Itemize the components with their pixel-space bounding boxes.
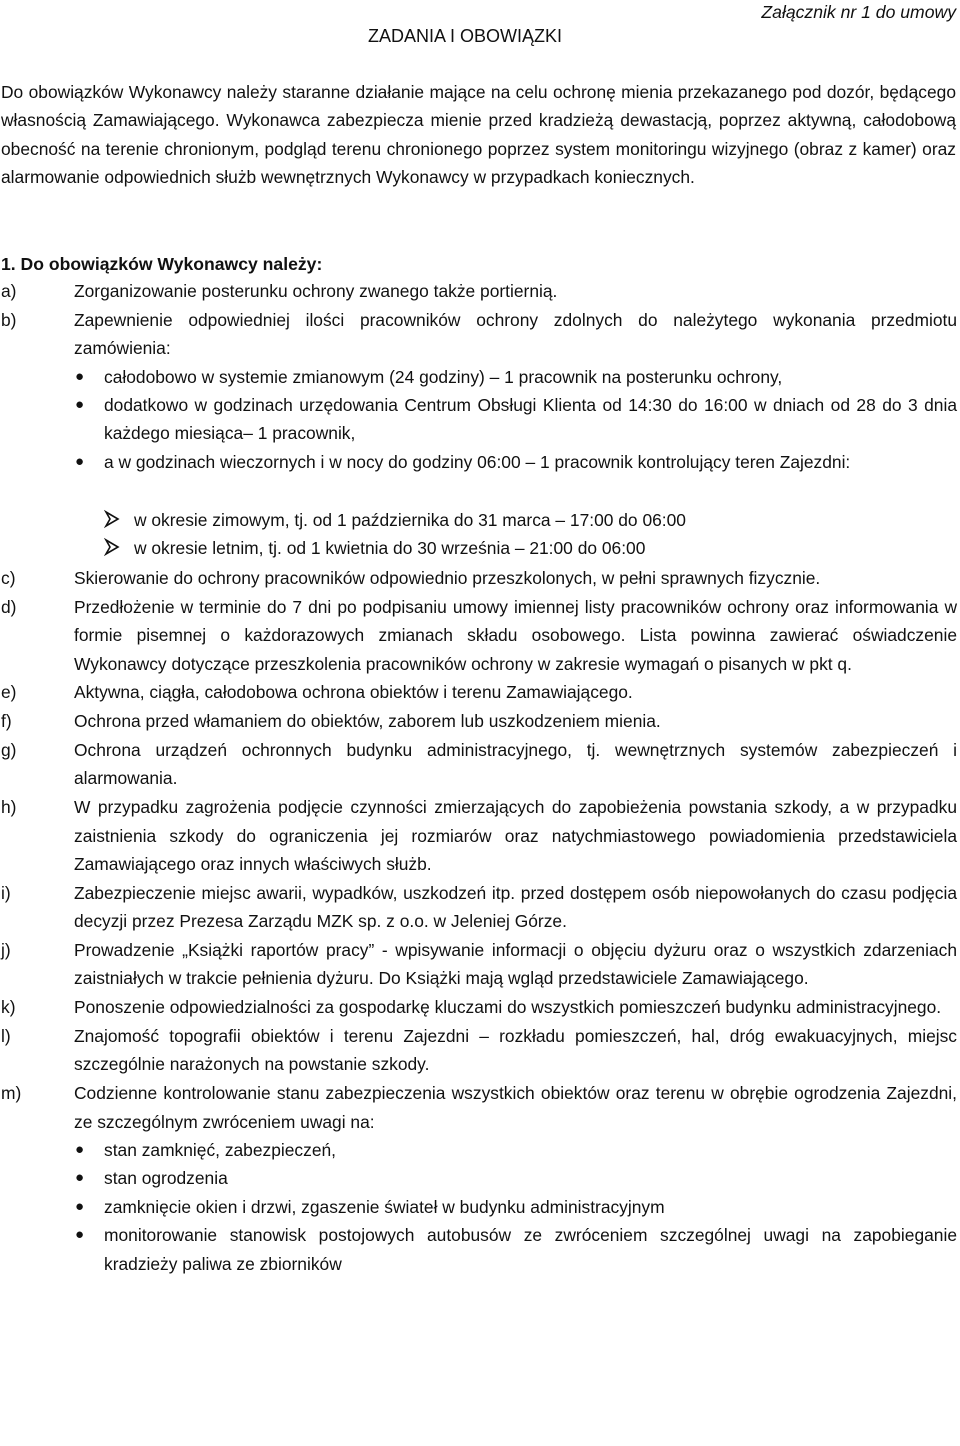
- item-text: Przedłożenie w terminie do 7 dni po podpisaniu umowy imiennej listy pracowników ochrony oraz informowania w formie pisemnej o każdorazowych zmianach składu osobowego. Lista powinna zawierać oświadczenie Wykonawcy dotyczące przeszkolenia pracowników ochrony w zakresie wymagań o pisanych w pkt q.: [74, 596, 957, 674]
- bullet-icon: ●: [75, 367, 85, 385]
- duty-item-j: [0, 936, 957, 993]
- bullet-icon: ●: [75, 1169, 85, 1187]
- bullet-icon: ●: [75, 1197, 85, 1215]
- duty-item-k: [0, 993, 957, 1021]
- duty-item-a: [0, 277, 957, 305]
- item-label: m): [1, 1083, 22, 1104]
- item-text: Znajomość topografii obiektów i terenu Zajezdni – rozkładu pomieszczeń, hal, dróg ewakuacyjnych, miejsc szczególnie narażonych na powstanie szkody.: [74, 1026, 957, 1075]
- arrow-bullet-icon: [104, 506, 120, 534]
- item-label: k): [1, 997, 16, 1018]
- item-label: f): [1, 711, 12, 732]
- item-label: a): [1, 281, 17, 301]
- item-text: Ponoszenie odpowiedzialności za gospodarkę kluczami do wszystkich pomieszczeń budynku administracyjnego.: [74, 997, 942, 1018]
- item-label: e): [1, 682, 17, 703]
- item-label: b): [1, 309, 17, 330]
- bullet-item: ● dodatkowo w godzinach urzędowania Centrum Obsługi Klienta od 14:30 do 16:00 w dniach od 28 do 3 dnia każdego miesiąca– 1 pracownik,: [74, 391, 957, 448]
- item-label: g): [1, 740, 17, 760]
- document-title: ZADANIA I OBOWIĄZKI: [368, 26, 563, 46]
- item-label: c): [1, 568, 16, 588]
- duties-list: [0, 277, 957, 477]
- bullet-icon: ●: [75, 1226, 85, 1244]
- bullet-icon: ●: [75, 1141, 85, 1159]
- item-text: Zorganizowanie posterunku ochrony zwanego także portiernią.: [74, 281, 558, 301]
- bullet-icon: ●: [75, 396, 85, 414]
- item-label: h): [1, 797, 17, 818]
- duty-item-h: [0, 793, 957, 878]
- item-text: Aktywna, ciągła, całodobowa ochrona obiektów i terenu Zamawiającego.: [74, 682, 633, 703]
- arrow-item: w okresie letnim, tj. od 1 kwietnia do 30 września – 21:00 do 06:00: [104, 534, 960, 562]
- bullet-item: ● całodobowo w systemie zmianowym (24 godziny) – 1 pracownik na posterunku ochrony,: [74, 363, 957, 391]
- item-text: Ochrona przed włamaniem do obiektów, zaborem lub uszkodzeniem mienia.: [74, 711, 661, 732]
- duty-item-e: [0, 678, 957, 706]
- bullet-item: ● a w godzinach wieczornych i w nocy do godziny 06:00 – 1 pracownik kontrolujący teren Zajezdni:: [74, 448, 957, 476]
- section-heading: 1. Do obowiązków Wykonawcy należy:: [1, 254, 323, 274]
- duty-item-l: [0, 1022, 957, 1079]
- annex-label: Załącznik nr 1 do umowy: [761, 2, 956, 22]
- item-text: Prowadzenie „Książki raportów pracy” - wpisywanie informacji o objęciu dyżuru oraz o wszystkich zdarzeniach zaistniałych w trakcie pełnienia dyżuru. Do Książki mają wgląd przedstawiciele Zamawiającego.: [74, 940, 957, 989]
- item-label: j): [1, 940, 11, 961]
- item-label: d): [1, 596, 17, 617]
- bullet-item: ● monitorowanie stanowisk postojowych autobusów ze zwróceniem szczególnej uwagi na zapobieganie kradzieży paliwa ze zbiorników: [74, 1221, 957, 1278]
- item-text: Codzienne kontrolowanie stanu zabezpieczenia wszystkich obiektów oraz terenu w obrębie ogrodzenia Zajezdni, ze szczególnym zwróceniem uwagi na:: [74, 1083, 957, 1132]
- duty-item-f: [0, 707, 957, 735]
- intro-paragraph: Do obowiązków Wykonawcy należy staranne działanie mające na celu ochronę mienia przekazanego pod dozór, będącego własnością Zamawiającego. Wykonawca zabezpiecza mienie przed kradzieżą dewastacją, poprzez aktywną, całodobową obecność na terenie chronionym, podgląd terenu chronionego poprzez system monitoringu wizyjnego (obraz z kamer) oraz alarmowanie odpowiednich służb wewnętrznych Wykonawcy w przypadkach koniecznych.: [1, 82, 956, 188]
- bullet-item: ● zamknięcie okien i drzwi, zgaszenie świateł w budynku administracyjnym: [74, 1193, 957, 1221]
- item-text: Ochrona urządzeń ochronnych budynku administracyjnego, tj. wewnętrznych systemów zabezpieczeń i alarmowania.: [74, 740, 957, 789]
- bullet-list: [74, 363, 957, 477]
- item-text: Skierowanie do ochrony pracowników odpowiednio przeszkolonych, w pełni sprawnych fizycznie.: [74, 568, 821, 588]
- duty-item-i: [0, 879, 957, 936]
- duty-item-g: [0, 736, 957, 793]
- bullet-icon: ●: [75, 452, 85, 470]
- item-text: Zabezpieczenie miejsc awarii, wypadków, uszkodzeń itp. przed dostępem osób niepowołanych do czasu podjęcia decyzji przez Prezesa Zarządu MZK sp. z o.o. w Jeleniej Górze.: [74, 882, 957, 932]
- item-text: Zapewnienie odpowiedniej ilości pracowników ochrony zdolnych do należytego wykonania przedmiotu zamówienia:: [74, 309, 957, 359]
- arrow-bullet-icon: [104, 534, 120, 562]
- duty-item-c: [0, 564, 957, 592]
- item-label: l): [1, 1026, 11, 1047]
- item-text: W przypadku zagrożenia podjęcie czynności zmierzających do zapobieżenia powstania szkody, a w przypadku zaistnienia szkody do ograniczenia jej rozmiarów oraz natychmiastowego powiadomienia przedstawiciela Zamawiającego oraz innych właściwych służb.: [74, 797, 957, 875]
- item-label: i): [1, 882, 11, 903]
- duties-list-continued: [0, 564, 957, 1278]
- arrow-list: [30, 506, 960, 563]
- duty-item-m: [0, 1079, 957, 1278]
- duty-item-d: [0, 593, 957, 678]
- bullet-item: ● stan zamknięć, zabezpieczeń,: [74, 1136, 957, 1164]
- bullet-list: [74, 1136, 957, 1278]
- arrow-item: w okresie zimowym, tj. od 1 października do 31 marca – 17:00 do 06:00: [104, 506, 960, 534]
- bullet-item: ● stan ogrodzenia: [74, 1164, 957, 1192]
- duty-item-b: [0, 306, 957, 476]
